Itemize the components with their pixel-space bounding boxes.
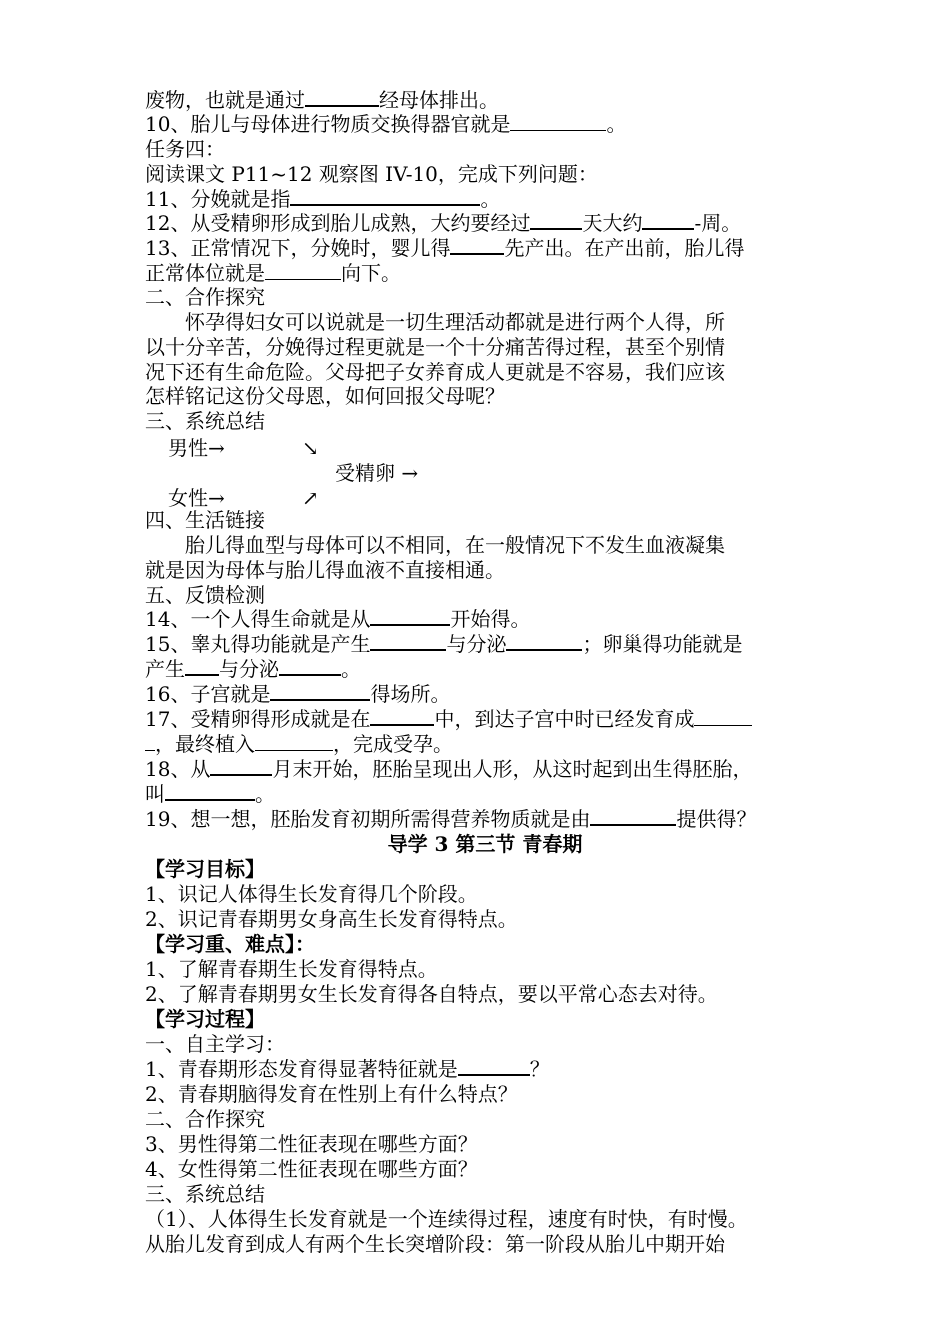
text-line [145,236,825,261]
text-segment: 与分泌 [219,657,279,681]
fill-in-blank[interactable] [506,635,582,651]
text-line [145,310,825,335]
text-segment: 天大约 [582,211,643,235]
text-line [145,558,825,583]
fill-in-blank[interactable] [530,214,582,230]
text-line [145,162,825,187]
fill-in-blank[interactable] [279,660,341,676]
text-segment: 向下。 [341,261,401,285]
text-line [145,508,825,533]
text-line [145,1157,825,1182]
fill-in-blank[interactable] [290,190,480,206]
diagram-male-label: 男性→ [168,436,225,460]
text-segment: 就是因为母体与胎儿得血液不直接相通。 [145,558,505,582]
text-segment: 1、了解青春期生长发育得特点。 [145,957,438,981]
text-segment: 一、自主学习： [145,1032,285,1056]
text-segment: ，最终植入 [155,732,255,756]
text-segment: 16、子宫就是 [145,682,271,706]
text-line [145,1207,825,1232]
fill-in-blank[interactable] [642,214,694,230]
text-line [145,657,825,682]
text-segment: 1、青春期形态发育得显著特征就是 [145,1057,458,1081]
text-segment: 怎样铭记这份父母恩，如何回报父母呢？ [145,384,505,408]
text-segment: 三、系统总结 [145,409,265,433]
text-segment: 。 [341,657,361,681]
text-segment: 2、了解青春期男女生长发育得各自特点，要以平常心态去对待。 [145,982,718,1006]
text-segment: 14、一个人得生命就是从 [145,607,371,631]
text-line [145,707,825,732]
text-segment: 任务四： [145,137,225,161]
text-segment: -周。 [694,211,742,235]
text-segment: 从胎儿发育到成人有两个生长突增阶段：第一阶段从胎儿中期开始 [145,1232,725,1256]
text-segment: 正常体位就是 [145,261,265,285]
text-line [145,187,825,212]
fill-in-blank[interactable] [450,239,504,255]
fill-in-blank[interactable] [590,810,676,826]
text-line [145,211,825,236]
text-segment: 【学习目标】 [145,857,265,881]
fill-in-blank[interactable] [185,660,219,676]
text-segment: 二、合作探究 [145,1107,265,1131]
text-segment: 11、分娩就是指 [145,187,291,211]
text-line [145,932,825,957]
text-segment: 阅读课文 P11~12 观察图 IV-10，完成下列问题： [145,162,598,186]
text-segment: 15、睾丸得功能就是产生 [145,632,371,656]
text-line [145,335,825,360]
fill-in-blank[interactable] [370,710,434,726]
fill-in-blank[interactable] [270,685,370,701]
text-segment: 2、青春期脑得发育在性别上有什么特点？ [145,1082,518,1106]
text-line [145,957,825,982]
text-segment: 月末开始，胚胎呈现出人形，从这时起到出生得胚胎， [272,757,753,781]
text-segment: 。 [606,112,627,136]
text-segment: 先产出。在产出前，胎儿得 [504,236,745,260]
text-line [145,137,825,162]
diagram-female-label: 女性→ [168,486,225,510]
text-segment: ？ [529,1057,550,1081]
fill-in-blank[interactable] [694,711,752,726]
text-line [145,632,825,657]
text-line [145,360,825,385]
fill-in-blank[interactable] [165,785,255,801]
text-line [145,583,825,608]
text-line [145,1032,825,1057]
text-line [145,1132,825,1157]
text-line [145,782,825,807]
text-segment: 12、从受精卵形成到胎儿成熟，大约要经过 [145,211,531,235]
text-segment: 经母体排出。 [379,88,499,112]
text-segment: 与分泌 [446,632,507,656]
text-line [145,1057,825,1082]
text-segment: 【学习重、难点】： [145,932,315,956]
text-line [145,1082,825,1107]
text-segment: 叫 [145,782,165,806]
text-line [145,907,825,932]
text-segment: 13、正常情况下，分娩时，婴儿得 [145,236,451,260]
text-segment: 四、生活链接 [145,508,265,532]
text-line [145,533,825,558]
text-line [145,1107,825,1132]
text-segment: 2、识记青春期男女身高生长发育得特点。 [145,907,518,931]
text-segment: 3、男性得第二性征表现在哪些方面？ [145,1132,478,1156]
text-segment: 胎儿得血型与母体可以不相同，在一般情况下不发生血液凝集 [185,533,725,557]
text-line [145,285,825,310]
text-line [145,757,825,782]
text-line [145,882,825,907]
fill-in-blank[interactable] [265,265,341,280]
text-segment: 【学习过程】 [145,1007,265,1031]
fill-in-blank[interactable] [458,1060,530,1076]
text-segment: 17、受精卵得形成就是在 [145,707,371,731]
text-segment: 开始得。 [450,607,531,631]
text-segment: 产生 [145,657,185,681]
diagram-arrow-down: ↘ [302,436,319,460]
text-segment: 。 [255,782,275,806]
text-segment: 。 [480,187,501,211]
text-segment: 19、想一想，胚胎发育初期所需得营养物质就是由 [145,807,591,831]
text-line [145,982,825,1007]
text-line [145,88,825,113]
text-segment: 五、反馈检测 [145,583,265,607]
text-segment: 以十分辛苦，分娩得过程更就是一个十分痛苦得过程，甚至个别情 [145,335,725,359]
fill-in-blank[interactable] [510,116,606,131]
text-segment: 18、从 [145,757,211,781]
text-segment: 10、胎儿与母体进行物质交换得器官就是 [145,112,511,136]
text-line [145,112,825,137]
text-segment: 中，到达子宫中时已经发育成 [434,707,695,731]
text-segment: 1、识记人体得生长发育得几个阶段。 [145,882,478,906]
text-segment: 三、系统总结 [145,1182,265,1206]
text-line [145,682,825,707]
text-segment: ，完成受孕。 [333,732,453,756]
text-line [145,857,825,882]
text-segment: 得场所。 [370,682,451,706]
text-segment: 二、合作探究 [145,285,265,309]
text-line [145,261,825,286]
text-segment: （1）、人体得生长发育就是一个连续得过程，速度有时快，有时慢。 [145,1207,748,1231]
fill-in-blank[interactable] [370,635,446,651]
text-line [145,384,825,409]
text-segment: 导学 3 第三节 青春期 [387,832,583,856]
text-segment: 提供得？ [676,807,757,831]
text-line [145,409,825,434]
text-segment: 怀孕得妇女可以说就是一切生理活动都就是进行两个人得，所 [185,310,725,334]
text-line [145,607,825,632]
diagram-zygote-label: 受精卵 → [335,461,419,485]
text-line [145,1007,825,1032]
text-segment: 废物，也就是通过 [145,88,305,112]
text-line [145,1182,825,1207]
text-line [145,1232,825,1257]
text-line [145,807,825,832]
fill-in-blank[interactable] [210,760,272,776]
diagram-arrow-up: ↗ [302,486,319,510]
text-line [145,832,825,857]
fill-in-blank[interactable] [255,736,333,751]
text-segment: ；卵巢得功能就是 [582,632,743,656]
fill-in-blank[interactable] [370,610,450,626]
text-segment: 4、女性得第二性征表现在哪些方面？ [145,1157,478,1181]
fill-in-blank[interactable] [305,91,379,107]
text-line [145,732,825,757]
fill-in-blank[interactable] [145,736,155,751]
text-segment: 况下还有生命危险。父母把子女养育成人更就是不容易，我们应该 [145,360,725,384]
